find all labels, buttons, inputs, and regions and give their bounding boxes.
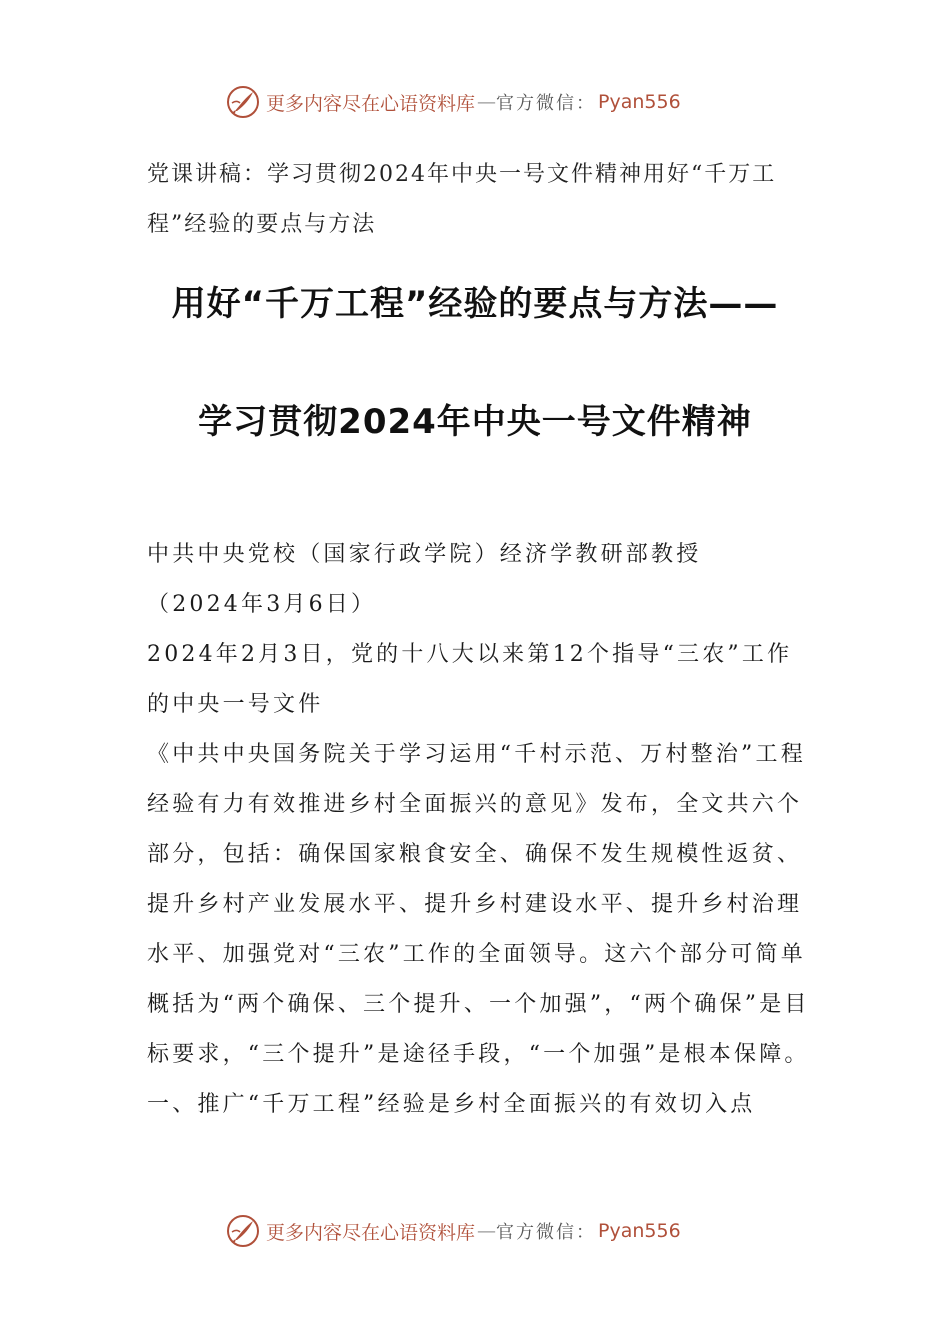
watermark-official-label: 官方微信：	[496, 1222, 597, 1243]
watermark-separator: —	[477, 91, 495, 113]
watermark-text: 更多内容尽在心语资料库	[266, 1221, 476, 1244]
quill-pen-logo-icon	[226, 85, 260, 119]
title-line-2: 学习贯彻2024年中央一号文件精神	[198, 402, 752, 442]
document-header: 党课讲稿：学习贯彻2024年中央一号文件精神用好“千万工程”经验的要点与方法	[147, 162, 777, 237]
document-body	[147, 530, 811, 1130]
watermark-footer	[226, 1213, 681, 1249]
watermark-separator: —	[477, 1220, 495, 1242]
section-heading-1: 一、推广“千万工程”经验是乡村全面振兴的有效切入点	[147, 1092, 756, 1117]
author-line: 中共中央党校（国家行政学院）经济学教研部教授	[147, 542, 702, 567]
watermark-official-label: 官方微信：	[496, 93, 597, 114]
watermark-header	[226, 84, 681, 120]
watermark-wechat-id: Pyan556	[598, 91, 681, 113]
title-line-1: 用好“千万工程”经验的要点与方法——	[171, 284, 779, 324]
paragraph-2: 《中共中央国务院关于学习运用“千村示范、万村整治”工程经验有力有效推进乡村全面振兴的意见》发布，全文共六个部分，包括：确保国家粮食安全、确保不发生规模性返贫、提升乡村产业发展水平、提升乡村建设水平、提升乡村治理水平、加强党对“三农”工作的全面领导。这六个部分可简单概括为“两个确保、三个提升、一个加强”，“两个确保”是目标要求，“三个提升”是途径手段，“一个加强”是根本保障。	[147, 742, 810, 1067]
date-line: （2024年3月6日）	[147, 592, 377, 617]
quill-pen-logo-icon	[226, 1214, 260, 1248]
watermark-text: 更多内容尽在心语资料库	[266, 92, 476, 115]
watermark-wechat-id: Pyan556	[598, 1220, 681, 1242]
paragraph-1: 2024年2月3日，党的十八大以来第12个指导“三农”工作的中央一号文件	[147, 642, 793, 717]
